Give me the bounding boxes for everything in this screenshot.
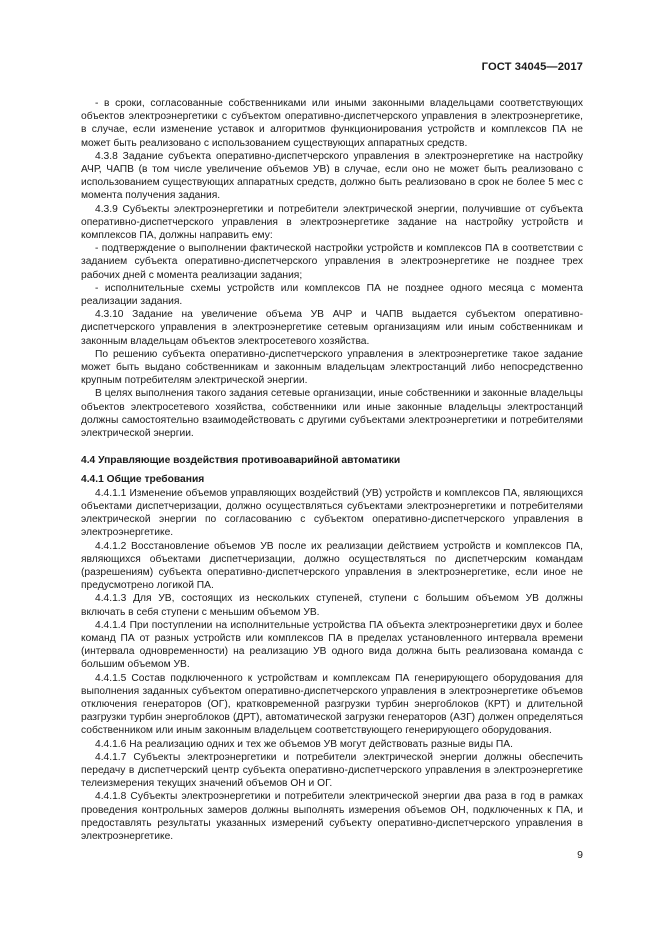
paragraph: 4.4.1.7 Субъекты электроэнергетики и потребители электрической энергии должны обеспечить передачу в диспетчерский центр субъекта оперативно-диспетчерского управления в электроэнергетике телеизмерения текущих значений объемов ОН и ОГ.	[81, 751, 583, 790]
paragraph: По решению субъекта оперативно-диспетчерского управления в электроэнергетике такое задание может быть выдано собственникам и законным владельцам электростанций либо непосредственно крупным потребителям электрической энергии.	[81, 348, 583, 387]
paragraph: - подтверждение о выполнении фактической настройки устройств и комплексов ПА в соответствии с заданием субъекта оперативно-диспетчерского управления в электроэнергетике не позднее трех рабочих дней с момента реализации задания;	[81, 243, 583, 281]
paragraph: 4.4.1.8 Субъекты электроэнергетики и потребители электрической энергии два раза в год в рамках проведения контрольных замеров должны выполнять измерения объемов ОН, подключенных к ПА, и предоставлять результаты указанных измерений субъекту оперативно-диспетчерского управления в электроэнергетике.	[81, 791, 583, 842]
section-heading: 4.4 Управляющие воздействия противоаварийной автоматики	[81, 455, 401, 467]
paragraph: 4.4.1.1 Изменение объемов управляющих воздействий (УВ) устройств и комплексов ПА, являющихся объектами диспетчеризации, должно осуществляться субъектами электроэнергетики и потребителями электрической энергии по согласованию с субъектом оперативно-диспетчерского управления в электроэнергетике.	[81, 487, 583, 539]
paragraph: 4.4.1.5 Состав подключенного к устройствам и комплексам ПА генерирующего оборудования для выполнения заданных субъектом оперативно-диспетчерского управления в электроэнергетике объемов отключения генераторов (ОГ), кратковременной разгрузки турбин энергоблоков (КРТ) и длительной разгрузки турбин энергоблоков (ДРТ), автоматической загрузки генераторов (АЗГ) должен определяться собственником или иным законным владельцем соответствующего генерирующего оборудования.	[81, 672, 583, 737]
paragraph: 4.3.8 Задание субъекта оперативно-диспетчерского управления в электроэнергетике на настройку АЧР, ЧАПВ (в том числе увеличение объемов УВ) в случае, если оно не может быть реализовано с использованием существующих аппаратных средств, должно быть реализовано в срок не более 5 мес с момента получения задания.	[81, 150, 583, 202]
paragraph: 4.4.1.6 На реализацию одних и тех же объемов УВ могут действовать разные виды ПА.	[95, 738, 513, 750]
paragraph: - исполнительные схемы устройств или комплексов ПА не позднее одного месяца с момента реализации задания.	[81, 282, 583, 308]
paragraph: - в сроки, согласованные собственниками или иными законными владельцами соответствующих объектов электроэнергетики с субъектом оперативно-диспетчерского управления в электроэнергетике, в случае, если изменение уставок и алгоритмов функционирования устройств и комплексов ПА не может быть реализовано с использованием существующих аппаратных средств.	[81, 98, 583, 149]
standard-code-header: ГОСТ 34045—2017	[481, 61, 583, 73]
paragraph: В целях выполнения такого задания сетевые организации, иные собственники и законные владельцы объектов электросетевого хозяйства, собственники или иные законные владельцы электростанций должны самостоятельно взаимодействовать с другими субъектами электроэнергетики и потребителями электрической энергии.	[81, 388, 583, 440]
paragraph: 4.4.1.3 Для УВ, состоящих из нескольких ступеней, ступени с большим объемом УВ должны включать в себя ступени с меньшим объемом УВ.	[81, 593, 583, 618]
paragraph: 4.4.1.2 Восстановление объемов УВ после их реализации действием устройств и комплексов ПА, являющихся объектами диспетчеризации, должно осуществляться по диспетчерским командам (разрешениям) субъекта оперативно-диспетчерского управления в электроэнергетике, если иное не предусмотрено логикой ПА.	[81, 540, 583, 592]
page-number: 9	[577, 849, 583, 861]
paragraph: 4.3.10 Задание на увеличение объема УВ АЧР и ЧАПВ выдается субъектом оперативно-диспетчерского управления в электроэнергетике сетевым организациям или иным собственникам и законным владельцам объектов электросетевого хозяйства.	[81, 309, 583, 347]
paragraph: 4.4.1.4 При поступлении на исполнительные устройства ПА объекта электроэнергетики двух и более команд ПА от разных устройств или комплексов ПА в пределах установленного интервала времени (интервала одновременности) на реализацию УВ одного вида должна быть реализована команда с большим объемом УВ.	[81, 619, 583, 671]
subsection-heading: 4.4.1 Общие требования	[81, 474, 205, 486]
document-body	[81, 97, 583, 843]
paragraph: 4.3.9 Субъекты электроэнергетики и потребители электрической энергии, получившие от субъекта оперативно-диспетчерского управления в электроэнергетике задание на настройку устройств и комплексов ПА, должны направить ему:	[81, 203, 583, 242]
